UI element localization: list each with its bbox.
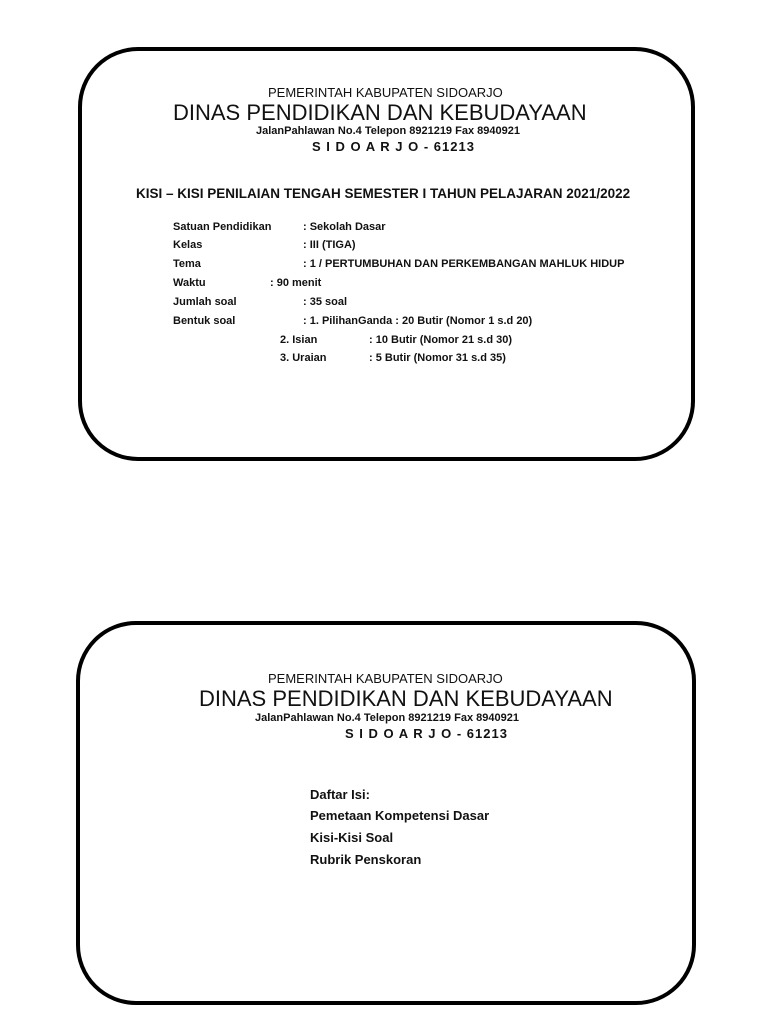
extra-row-label: 2. Isian: [280, 334, 318, 346]
header-gov: PEMERINTAH KABUPATEN SIDOARJO: [268, 671, 503, 686]
header-address: JalanPahlawan No.4 Telepon 8921219 Fax 8940921: [256, 125, 520, 137]
field-label: Tema: [173, 258, 201, 270]
field-label: Bentuk soal: [173, 315, 236, 327]
header-address: JalanPahlawan No.4 Telepon 8921219 Fax 8940921: [255, 712, 519, 724]
document-title: KISI – KISI PENILAIAN TENGAH SEMESTER I TAHUN PELAJARAN 2021/2022: [136, 186, 631, 201]
header-city: S I D O A R J O - 61213: [345, 726, 508, 741]
field-value: : 1 / PERTUMBUHAN DAN PERKEMBANGAN MAHLUK HIDUP: [303, 258, 625, 270]
header-city: S I D O A R J O - 61213: [312, 139, 475, 154]
field-label: Satuan Pendidikan: [173, 221, 272, 233]
toc-item: Pemetaan Kompetensi Dasar: [310, 808, 490, 823]
field-value: : Sekolah Dasar: [303, 221, 386, 233]
toc-item: Rubrik Penskoran: [310, 852, 422, 867]
header-office: DINAS PENDIDIKAN DAN KEBUDAYAAN: [173, 100, 587, 125]
extra-row-value: : 5 Butir (Nomor 31 s.d 35): [369, 352, 506, 364]
header-office: DINAS PENDIDIKAN DAN KEBUDAYAAN: [199, 686, 613, 711]
field-value: : III (TIGA): [303, 239, 356, 251]
extra-row-value: : 10 Butir (Nomor 21 s.d 30): [369, 334, 513, 346]
field-value: : 35 soal: [303, 296, 348, 308]
field-label: Waktu: [173, 277, 206, 289]
field-label: Kelas: [173, 239, 203, 251]
toc-heading: Daftar Isi:: [310, 787, 370, 802]
header-gov: PEMERINTAH KABUPATEN SIDOARJO: [268, 85, 503, 100]
toc-item: Kisi-Kisi Soal: [310, 830, 394, 845]
field-label: Jumlah soal: [173, 296, 237, 308]
field-value: : 90 menit: [270, 277, 322, 289]
extra-row-label: 3. Uraian: [280, 352, 327, 364]
field-value: : 1. PilihanGanda : 20 Butir (Nomor 1 s.d 20): [303, 315, 533, 327]
